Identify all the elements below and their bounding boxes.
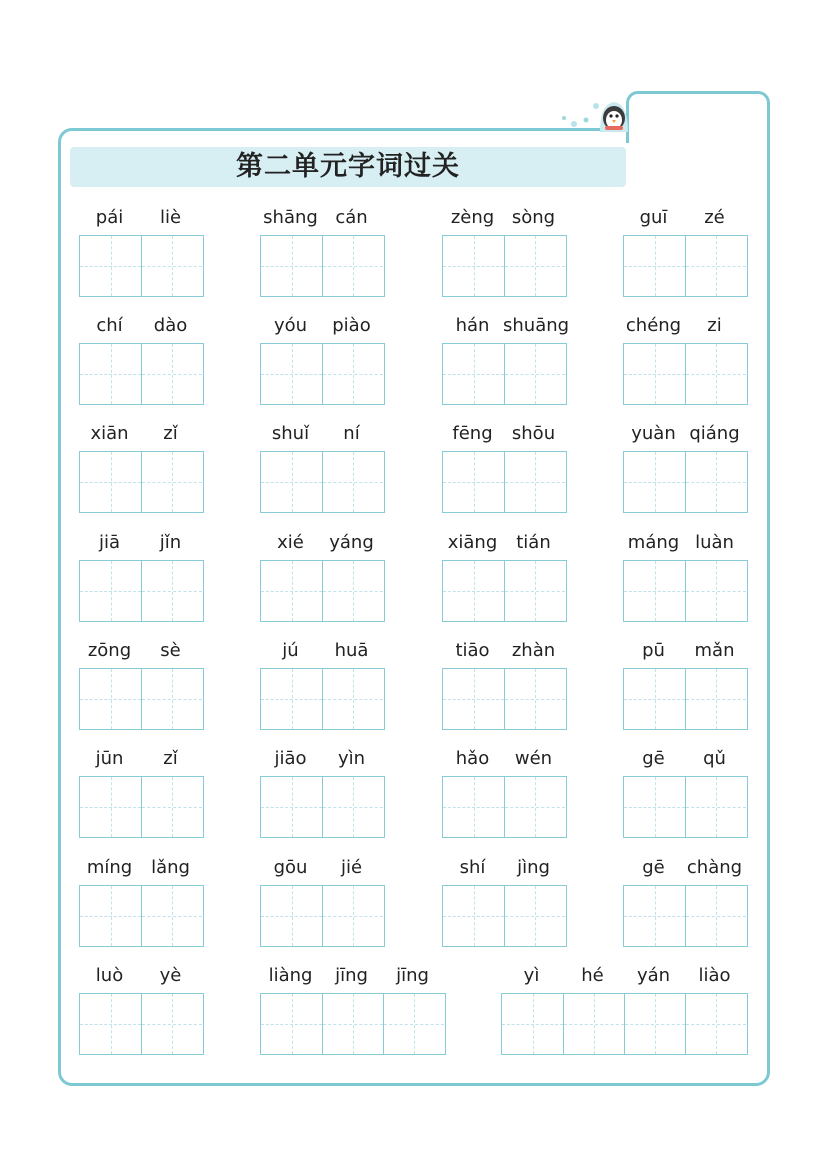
pinyin-label: gē: [642, 748, 665, 769]
pinyin-row: [79, 421, 201, 447]
word-block: [79, 746, 201, 836]
writing-grid: [79, 451, 204, 513]
word-block: [260, 963, 443, 1053]
word-block: [623, 855, 745, 945]
pinyin-row: [623, 746, 745, 772]
character-cell[interactable]: [624, 994, 685, 1054]
word-block: [79, 638, 201, 728]
pinyin-row: [260, 313, 382, 339]
character-cell[interactable]: [80, 886, 141, 946]
character-cell[interactable]: [322, 344, 383, 404]
character-cell[interactable]: [443, 886, 504, 946]
word-block: [623, 530, 745, 620]
writing-grid: [260, 560, 385, 622]
character-cell[interactable]: [504, 452, 565, 512]
pinyin-label: tián: [516, 532, 551, 553]
character-cell[interactable]: [504, 669, 565, 729]
pinyin-row: [623, 638, 745, 664]
title-bar: [70, 147, 626, 187]
pinyin-label: sòng: [511, 207, 556, 228]
pinyin-label: guī: [639, 207, 668, 228]
character-cell[interactable]: [322, 561, 383, 621]
word-block: [623, 205, 745, 295]
pinyin-label: piào: [332, 315, 371, 336]
pinyin-label: jìng: [517, 857, 550, 878]
pinyin-label: hé: [581, 965, 604, 986]
character-cell[interactable]: [261, 344, 322, 404]
writing-grid: [623, 343, 748, 405]
pinyin-label: luàn: [695, 532, 734, 553]
character-cell[interactable]: [80, 994, 141, 1054]
pinyin-label: jié: [340, 857, 363, 878]
pinyin-row: [260, 638, 382, 664]
word-block: [79, 421, 201, 511]
pinyin-label: zé: [704, 207, 725, 228]
writing-grid: [260, 993, 446, 1055]
writing-grid: [442, 885, 567, 947]
character-cell[interactable]: [504, 344, 565, 404]
pinyin-label: wén: [514, 748, 553, 769]
pinyin-label: luò: [95, 965, 124, 986]
pinyin-label: lǎng: [151, 857, 190, 878]
pinyin-row: [260, 421, 382, 447]
character-cell[interactable]: [322, 777, 383, 837]
pinyin-label: máng: [627, 532, 680, 553]
pinyin-row: [442, 638, 564, 664]
pinyin-label: qiáng: [689, 423, 740, 444]
writing-grid: [79, 343, 204, 405]
character-cell[interactable]: [80, 452, 141, 512]
word-block: [501, 963, 745, 1053]
pinyin-row: [79, 313, 201, 339]
pinyin-label: xiān: [90, 423, 129, 444]
pinyin-label: zèng: [450, 207, 495, 228]
word-block: [442, 530, 564, 620]
character-cell[interactable]: [141, 344, 202, 404]
character-cell[interactable]: [322, 669, 383, 729]
pinyin-label: gē: [642, 857, 665, 878]
pinyin-label: chí: [96, 315, 123, 336]
pinyin-label: míng: [86, 857, 133, 878]
writing-grid: [260, 235, 385, 297]
writing-grid: [623, 668, 748, 730]
character-cell[interactable]: [504, 777, 565, 837]
word-block: [442, 638, 564, 728]
word-block: [623, 638, 745, 728]
writing-grid: [260, 343, 385, 405]
pinyin-label: xiāng: [447, 532, 498, 553]
pinyin-label: jūn: [95, 748, 124, 769]
pinyin-label: hǎo: [455, 748, 490, 769]
character-cell[interactable]: [624, 886, 685, 946]
word-block: [79, 205, 201, 295]
writing-grid: [260, 776, 385, 838]
pinyin-label: hán: [455, 315, 490, 336]
writing-grid: [442, 668, 567, 730]
word-block: [260, 855, 382, 945]
word-block: [442, 205, 564, 295]
character-cell[interactable]: [141, 236, 202, 296]
pinyin-row: [623, 313, 745, 339]
character-cell[interactable]: [141, 561, 202, 621]
pinyin-label: mǎn: [694, 640, 735, 661]
writing-grid: [501, 993, 748, 1055]
character-cell[interactable]: [443, 236, 504, 296]
writing-grid: [623, 560, 748, 622]
character-cell[interactable]: [504, 236, 565, 296]
writing-grid: [79, 560, 204, 622]
pinyin-row: [442, 746, 564, 772]
pinyin-label: ní: [343, 423, 360, 444]
writing-grid: [623, 776, 748, 838]
writing-grid: [442, 776, 567, 838]
character-cell[interactable]: [261, 452, 322, 512]
pinyin-row: [79, 530, 201, 556]
character-cell[interactable]: [504, 886, 565, 946]
pinyin-label: sè: [160, 640, 181, 661]
pinyin-label: yóu: [273, 315, 308, 336]
pinyin-label: shōu: [511, 423, 556, 444]
pinyin-label: pái: [95, 207, 124, 228]
writing-grid: [79, 885, 204, 947]
writing-grid: [442, 560, 567, 622]
character-cell[interactable]: [261, 669, 322, 729]
pinyin-label: liào: [698, 965, 731, 986]
pinyin-label: shuāng: [503, 315, 570, 336]
pinyin-label: huā: [334, 640, 369, 661]
character-cell[interactable]: [141, 777, 202, 837]
pinyin-row: [442, 530, 564, 556]
character-cell[interactable]: [141, 669, 202, 729]
writing-grid: [79, 235, 204, 297]
pinyin-label: pū: [642, 640, 665, 661]
word-block: [442, 421, 564, 511]
pinyin-row: [623, 855, 745, 881]
penguin-mascot-icon: [556, 96, 636, 132]
character-cell[interactable]: [443, 669, 504, 729]
pinyin-row: [442, 205, 564, 231]
pinyin-label: zǐ: [163, 423, 178, 444]
pinyin-row: [79, 746, 201, 772]
pinyin-label: liàng: [268, 965, 313, 986]
word-block: [260, 313, 382, 403]
pinyin-label: zǐ: [163, 748, 178, 769]
pinyin-label: gōu: [273, 857, 308, 878]
pinyin-label: tiāo: [455, 640, 490, 661]
character-cell[interactable]: [685, 561, 746, 621]
word-block: [623, 746, 745, 836]
pinyin-row: [260, 855, 382, 881]
character-cell[interactable]: [502, 994, 563, 1054]
writing-grid: [623, 451, 748, 513]
pinyin-label: jīng: [335, 965, 368, 986]
pinyin-row: [442, 855, 564, 881]
pinyin-row: [623, 421, 745, 447]
character-cell[interactable]: [261, 561, 322, 621]
writing-grid: [260, 668, 385, 730]
character-cell[interactable]: [624, 669, 685, 729]
pinyin-row: [442, 421, 564, 447]
writing-grid: [260, 451, 385, 513]
character-cell[interactable]: [80, 344, 141, 404]
character-cell[interactable]: [322, 236, 383, 296]
character-cell[interactable]: [685, 669, 746, 729]
pinyin-label: chàng: [686, 857, 743, 878]
pinyin-label: xié: [277, 532, 304, 553]
pinyin-label: dào: [153, 315, 188, 336]
word-block: [260, 421, 382, 511]
page-title: 第二单元字词过关: [236, 151, 460, 182]
character-cell[interactable]: [624, 452, 685, 512]
pinyin-label: qǔ: [703, 748, 726, 769]
pinyin-label: cán: [335, 207, 368, 228]
pinyin-label: jǐn: [159, 532, 182, 553]
pinyin-row: [79, 963, 201, 989]
writing-grid: [79, 668, 204, 730]
character-cell[interactable]: [383, 994, 444, 1054]
pinyin-row: [79, 205, 201, 231]
character-cell[interactable]: [261, 777, 322, 837]
pinyin-row: [260, 963, 443, 989]
character-cell[interactable]: [261, 236, 322, 296]
word-block: [260, 746, 382, 836]
pinyin-label: yán: [636, 965, 671, 986]
character-cell[interactable]: [685, 886, 746, 946]
pinyin-label: yìn: [337, 748, 366, 769]
writing-grid: [260, 885, 385, 947]
pinyin-row: [260, 530, 382, 556]
character-cell[interactable]: [261, 994, 322, 1054]
character-cell[interactable]: [322, 886, 383, 946]
character-cell[interactable]: [624, 561, 685, 621]
character-cell[interactable]: [624, 344, 685, 404]
character-cell[interactable]: [141, 886, 202, 946]
tab-joint: [629, 126, 767, 140]
character-cell[interactable]: [443, 344, 504, 404]
character-cell[interactable]: [504, 561, 565, 621]
character-cell[interactable]: [563, 994, 624, 1054]
word-block: [442, 313, 570, 403]
pinyin-label: jú: [282, 640, 299, 661]
character-cell[interactable]: [685, 452, 746, 512]
pinyin-label: yuàn: [631, 423, 676, 444]
pinyin-label: jīng: [396, 965, 429, 986]
word-block: [79, 855, 201, 945]
pinyin-label: shí: [459, 857, 486, 878]
pinyin-label: liè: [159, 207, 182, 228]
pinyin-row: [442, 313, 570, 339]
writing-grid: [79, 993, 204, 1055]
word-block: [79, 963, 201, 1053]
word-block: [623, 313, 745, 403]
pinyin-label: yè: [159, 965, 182, 986]
writing-grid: [442, 235, 567, 297]
pinyin-label: shāng: [263, 207, 318, 228]
character-cell[interactable]: [624, 777, 685, 837]
word-block: [623, 421, 745, 511]
pinyin-label: yì: [523, 965, 540, 986]
pinyin-row: [623, 530, 745, 556]
pinyin-row: [501, 963, 745, 989]
pinyin-row: [79, 855, 201, 881]
word-block: [79, 530, 201, 620]
pinyin-label: zōng: [87, 640, 132, 661]
pinyin-row: [260, 746, 382, 772]
pinyin-label: jiāo: [274, 748, 307, 769]
word-block: [260, 530, 382, 620]
character-cell[interactable]: [322, 452, 383, 512]
character-cell[interactable]: [443, 561, 504, 621]
character-cell[interactable]: [80, 561, 141, 621]
pinyin-label: yáng: [329, 532, 374, 553]
pinyin-label: fēng: [452, 423, 493, 444]
word-block: [442, 746, 564, 836]
writing-grid: [442, 343, 567, 405]
pinyin-row: [79, 638, 201, 664]
character-cell[interactable]: [322, 994, 383, 1054]
pinyin-label: chéng: [625, 315, 682, 336]
character-cell[interactable]: [443, 452, 504, 512]
pinyin-label: jiā: [98, 532, 121, 553]
character-cell[interactable]: [80, 777, 141, 837]
character-cell[interactable]: [261, 886, 322, 946]
character-cell[interactable]: [685, 994, 746, 1054]
character-cell[interactable]: [685, 344, 746, 404]
pinyin-row: [260, 205, 382, 231]
pinyin-label: shuǐ: [271, 423, 310, 444]
word-block: [442, 855, 564, 945]
writing-grid: [442, 451, 567, 513]
word-block: [260, 638, 382, 728]
character-cell[interactable]: [685, 777, 746, 837]
character-cell[interactable]: [141, 994, 202, 1054]
writing-grid: [623, 235, 748, 297]
writing-grid: [623, 885, 748, 947]
character-cell[interactable]: [624, 236, 685, 296]
pinyin-row: [623, 205, 745, 231]
word-block: [260, 205, 382, 295]
pinyin-label: zi: [707, 315, 722, 336]
word-block: [79, 313, 201, 403]
writing-grid: [79, 776, 204, 838]
character-cell[interactable]: [80, 236, 141, 296]
character-cell[interactable]: [80, 669, 141, 729]
character-cell[interactable]: [141, 452, 202, 512]
character-cell[interactable]: [685, 236, 746, 296]
pinyin-label: zhàn: [511, 640, 556, 661]
character-cell[interactable]: [443, 777, 504, 837]
